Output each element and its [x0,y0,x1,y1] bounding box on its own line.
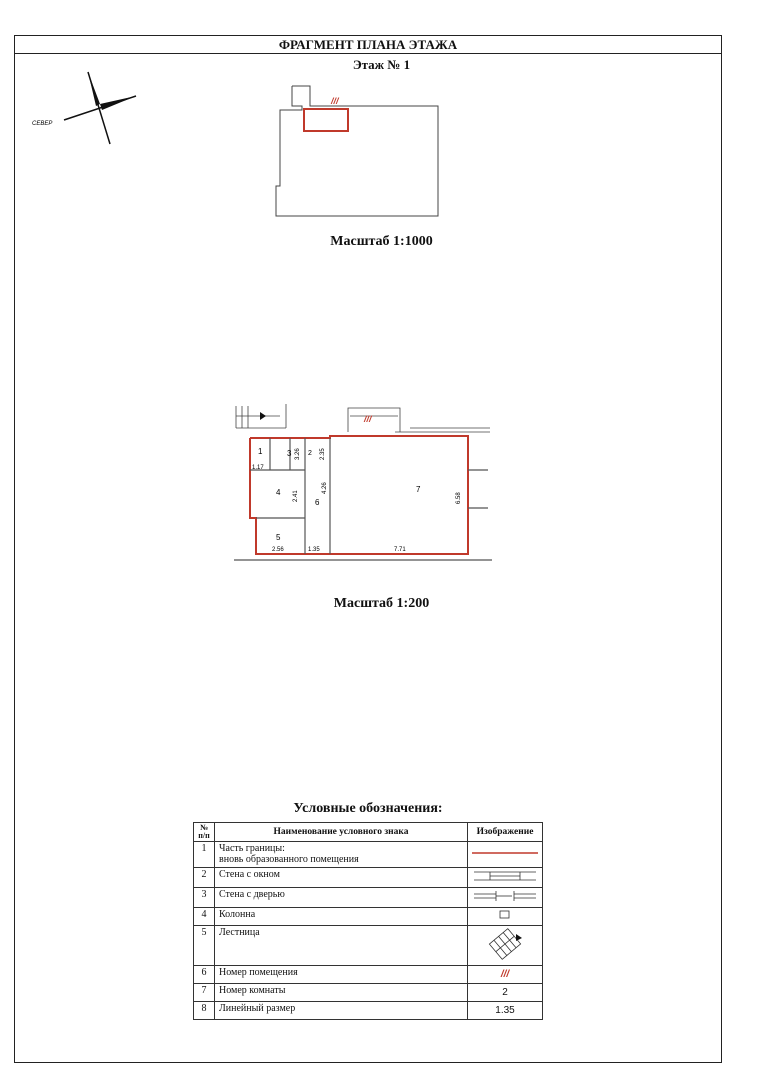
legend-row-image [468,926,543,966]
legend-row [194,926,543,966]
legend-row-num: 4 [194,908,215,926]
legend-row-name: Номер помещения [215,966,468,984]
legend-row [194,1002,543,1020]
stairs-icon [468,926,542,962]
legend-row-name-line: Часть границы: [219,843,285,854]
legend-row-name: Номер комнаты [215,984,468,1002]
room-number-1: 1 [258,447,263,456]
detail-scale-label: Масштаб 1:200 [333,596,430,611]
overview-scale-label: Масштаб 1:1000 [330,234,433,249]
overview-hatch-mark: /// [331,96,339,106]
compass-icon [30,68,140,148]
legend-row-image [468,888,543,908]
wall-door-icon [468,888,542,904]
legend-row-num: 3 [194,888,215,908]
floor-label: Этаж № 1 [352,57,411,72]
legend-row-image: 2 [468,984,543,1002]
dimension: 2.35 [320,448,326,460]
legend-row [194,888,543,908]
legend-header-name: Наименование условного знака [215,823,468,842]
room-number-2: 2 [308,450,312,457]
room-number-6: 6 [315,498,320,507]
legend-row-name-line: вновь образованного помещения [219,854,359,865]
detail-plan [230,398,495,568]
legend-row [194,966,543,984]
legend-title: Условные обозначения: [293,801,443,816]
legend-row-num: 5 [194,926,215,966]
dimension: 1.17 [252,465,264,471]
room-number-3: 3 [287,449,292,458]
room-number-4: 4 [276,488,281,497]
legend-row-num: 8 [194,1002,215,1020]
dimension: 2.56 [272,547,284,553]
legend-row [194,908,543,926]
legend-row-image [468,908,543,926]
legend-row-name: Колонна [215,908,468,926]
overview-plan [270,82,445,222]
wall-window-icon [468,868,542,884]
legend-row-image: /// [468,966,543,984]
legend-row-num: 2 [194,868,215,888]
legend-row-name: Стена с окном [215,868,468,888]
dimension: 4.26 [322,482,328,494]
dimension: 2.41 [293,490,299,502]
legend-header-num: № п/п [194,823,215,842]
legend-row-image [468,842,543,868]
dimension: 7.71 [394,547,406,553]
room-number-7: 7 [416,485,421,494]
dimension: 1.35 [308,547,320,553]
legend-header-row [194,823,543,842]
room-number-5: 5 [276,533,281,542]
legend-header-image: Изображение [468,823,543,842]
legend-row [194,868,543,888]
compass-label: СЕВЕР [32,121,53,127]
dimension: 6.58 [456,492,462,504]
page-title: ФРАГМЕНТ ПЛАНА ЭТАЖА [14,35,722,54]
legend-row-name [215,842,468,868]
legend-row-name: Линейный размер [215,1002,468,1020]
plan-hatch-mark: /// [364,414,372,424]
legend-row-num: 1 [194,842,215,868]
legend-row-num: 6 [194,966,215,984]
boundary-line-icon [468,846,542,860]
legend-table [193,822,543,1020]
legend-row-num: 7 [194,984,215,1002]
legend-row [194,842,543,868]
legend-row-image: 1.35 [468,1002,543,1020]
dimension: 3.26 [295,448,301,460]
legend-row-image [468,868,543,888]
column-icon [468,908,542,922]
legend-row-name: Стена с дверью [215,888,468,908]
legend-row-name: Лестница [215,926,468,966]
legend-row [194,984,543,1002]
